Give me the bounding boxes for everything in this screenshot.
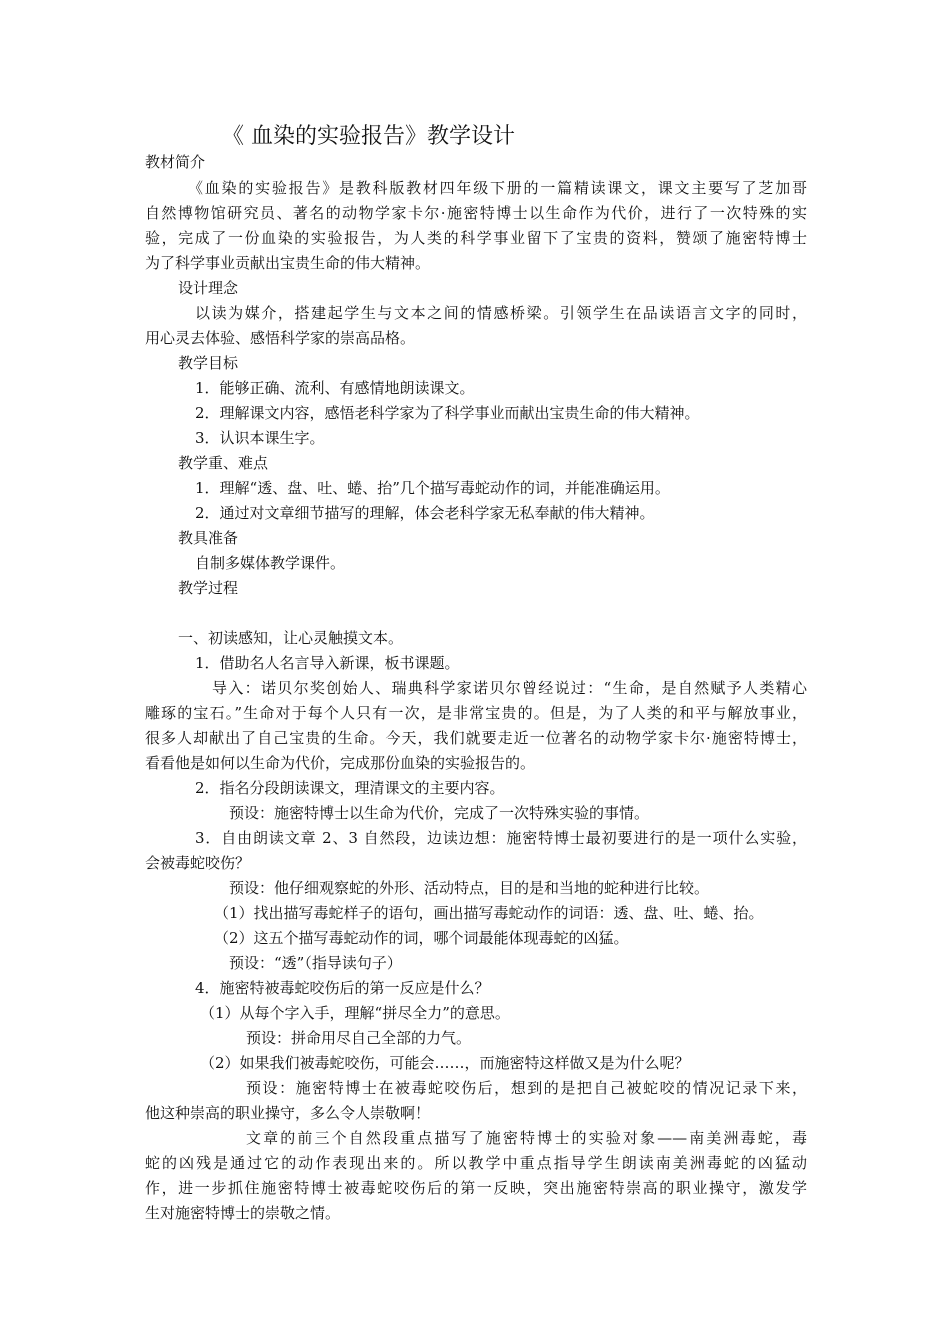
paragraph-line: 自制多媒体教学课件。 xyxy=(195,554,346,572)
sub-list-item: （1）找出描写毒蛇样子的语句，画出描写毒蛇动作的词语：透、盘、吐、蜷、抬。 xyxy=(214,904,764,922)
paragraph-line: 作，进一步抓住施密特博士被毒蛇咬伤后的第一反映，突出施密特崇高的职业操守，激发学 xyxy=(145,1179,807,1197)
preset-answer: 预设：他仔细观察蛇的外形、活动特点，目的是和当地的蛇种进行比较。 xyxy=(229,879,710,897)
section-heading-teaching-goals: 教学目标 xyxy=(178,354,239,372)
paragraph-line: 用心灵去体验、感悟科学家的崇高品格。 xyxy=(145,329,416,347)
paragraph-line: 蛇的凶残是通过它的动作表现出来的。所以教学中重点指导学生朗读南美洲毒蛇的凶猛动 xyxy=(145,1154,807,1172)
list-item: 2．理解课文内容，感悟老科学家为了科学事业而献出宝贵生命的伟大精神。 xyxy=(195,404,700,422)
preset-answer: 预设：拼命用尽自己全部的力气。 xyxy=(246,1029,472,1047)
section-heading-textbook-intro: 教材简介 xyxy=(145,153,206,171)
section-heading-design-concept: 设计理念 xyxy=(178,279,239,297)
list-item: 4．施密特被毒蛇咬伤后的第一反应是什么？ xyxy=(195,979,490,997)
paragraph-line: 很多人却献出了自己宝贵的生命。今天，我们就要走近一位著名的动物学家卡尔·施密特博士， xyxy=(145,729,807,747)
list-item: 2．通过对文章细节描写的理解，体会老科学家无私奉献的伟大精神。 xyxy=(195,504,655,522)
list-item: 1．理解“透、盘、吐、蜷、抬”几个描写毒蛇动作的词，并能准确运用。 xyxy=(195,479,670,497)
paragraph-line: 会被毒蛇咬伤？ xyxy=(145,854,251,872)
sub-list-item: （1）从每个字入手，理解“拼尽全力”的意思。 xyxy=(200,1004,510,1022)
list-item: 2．指名分段朗读课文，理清课文的主要内容。 xyxy=(195,779,505,797)
paragraph-line: 文章的前三个自然段重点描写了施密特博士的实验对象——南美洲毒蛇，毒 xyxy=(246,1129,807,1147)
paragraph-line: 为了科学事业贡献出宝贵生命的伟大精神。 xyxy=(145,254,431,272)
list-item: 1．能够正确、流利、有感情地朗读课文。 xyxy=(195,379,475,397)
list-item: 3．认识本课生字。 xyxy=(195,429,325,447)
paragraph-line: 看看他是如何以生命为代价，完成那份血染的实验报告的。 xyxy=(145,754,536,772)
paragraph-line: 雕琢的宝石。”生命对于每个人只有一次，是非常宝贵的。但是，为了人类的和平与解放事业， xyxy=(145,704,807,722)
section-heading-teaching-aids: 教具准备 xyxy=(178,529,239,547)
sub-list-item: （2）这五个描写毒蛇动作的词，哪个词最能体现毒蛇的凶猛。 xyxy=(214,929,629,947)
list-item: 3．自由朗读文章 2、3 自然段，边读边想：施密特博士最初要进行的是一项什么实验， xyxy=(195,829,807,847)
paragraph-line: 《血染的实验报告》是教科版教材四年级下册的一篇精读课文，课文主要写了芝加哥 xyxy=(188,179,807,197)
paragraph-line: 他这种崇高的职业操守，多么令人崇敬啊！ xyxy=(145,1104,431,1122)
section-heading-key-points: 教学重、难点 xyxy=(178,454,269,472)
paragraph-line: 以读为媒介，搭建起学生与文本之间的情感桥梁。引领学生在品读语言文字的同时， xyxy=(195,304,807,322)
preset-answer: 预设：施密特博士以生命为代价，完成了一次特殊实验的事情。 xyxy=(229,804,650,822)
document-title: 《 血染的实验报告》教学设计 xyxy=(222,124,515,149)
paragraph-line: 导入：诺贝尔奖创始人、瑞典科学家诺贝尔曾经说过：“生命，是自然赋予人类精心 xyxy=(212,679,807,697)
sub-list-item: （2）如果我们被毒蛇咬伤，可能会……，而施密特这样做又是为什么呢？ xyxy=(200,1054,690,1072)
preset-answer: 预设：施密特博士在被毒蛇咬伤后，想到的是把自己被蛇咬的情况记录下来， xyxy=(246,1079,807,1097)
subsection-heading: 一、初读感知，让心灵触摸文本。 xyxy=(178,629,404,647)
preset-answer: 预设：“透”（指导读句子） xyxy=(229,954,402,972)
paragraph-line: 验，完成了一份血染的实验报告，为人类的科学事业留下了宝贵的资料，赞颂了施密特博士 xyxy=(145,229,807,247)
paragraph-line: 自然博物馆研究员、著名的动物学家卡尔·施密特博士以生命作为代价，进行了一次特殊的实 xyxy=(145,204,807,222)
section-heading-teaching-process: 教学过程 xyxy=(178,579,239,597)
paragraph-line: 生对施密特博士的崇敬之情。 xyxy=(145,1204,341,1222)
list-item: 1．借助名人名言导入新课，板书课题。 xyxy=(195,654,460,672)
